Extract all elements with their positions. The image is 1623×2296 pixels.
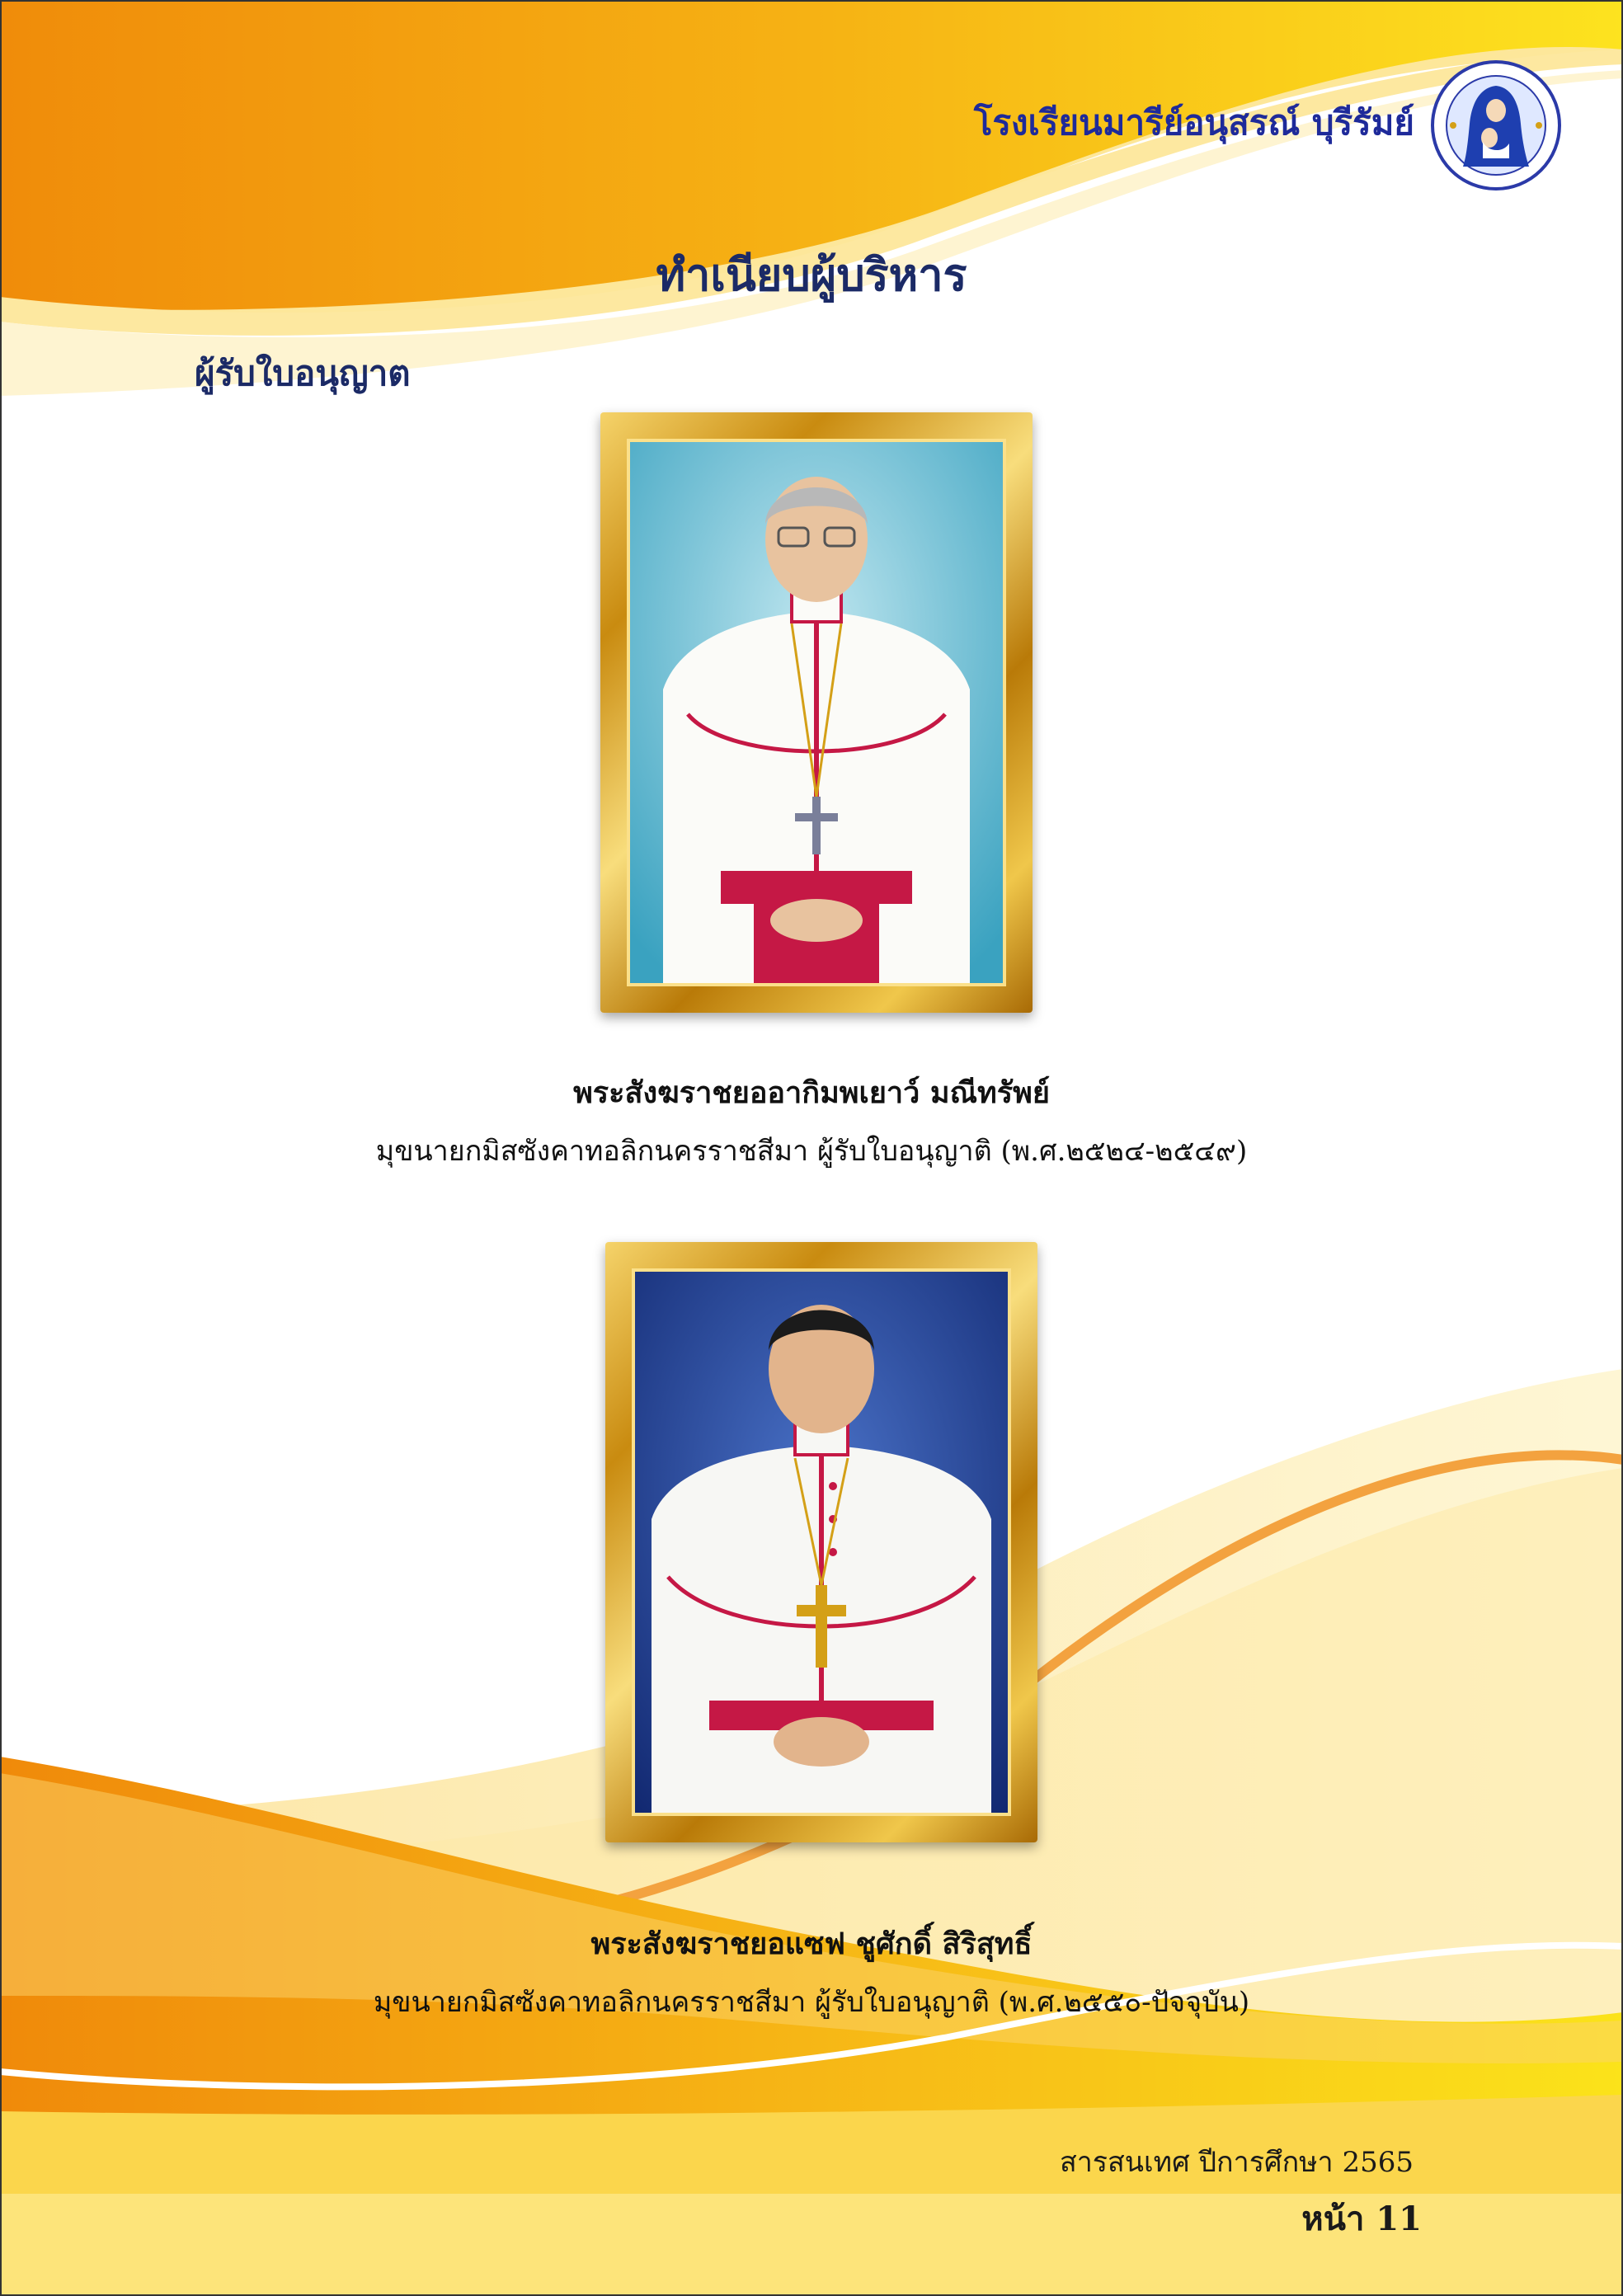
portrait-photo-1 — [630, 442, 1003, 983]
school-logo — [1430, 59, 1562, 191]
page-number: หน้า 11 — [1301, 2200, 1422, 2238]
footer-publication: สารสนเทศ ปีการศึกษา 2565 — [1059, 2146, 1414, 2179]
school-name: โรงเรียนมารีย์อนุสรณ์ บุรีรัมย์ — [973, 102, 1414, 143]
person-1-role: มุขนายกมิสซังคาทอลิกนครราชสีมา ผู้รับใบอนุญาติ (พ.ศ.๒๕๒๔-๒๕๔๙) — [375, 1135, 1248, 1168]
person-1-name: พระสังฆราชยออากิมพเยาว์ มณีทรัพย์ — [573, 1075, 1050, 1110]
portrait-frame-1 — [600, 412, 1033, 1013]
person-2-name: พระสังฆราชยอแซฟ ชูศักดิ์ สิริสุทธิ์ — [590, 1927, 1033, 1961]
page-title: ทำเนียบผู้บริหาร — [656, 248, 967, 301]
person-2-role: มุขนายกมิสซังคาทอลิกนครราชสีมา ผู้รับใบอนุญาติ (พ.ศ.๒๕๕๐-ปัจจุบัน) — [373, 1986, 1250, 2019]
portrait-photo-2 — [635, 1272, 1008, 1813]
portrait-frame-2 — [605, 1242, 1037, 1842]
section-title: ผู้รับใบอนุญาต — [195, 353, 411, 393]
